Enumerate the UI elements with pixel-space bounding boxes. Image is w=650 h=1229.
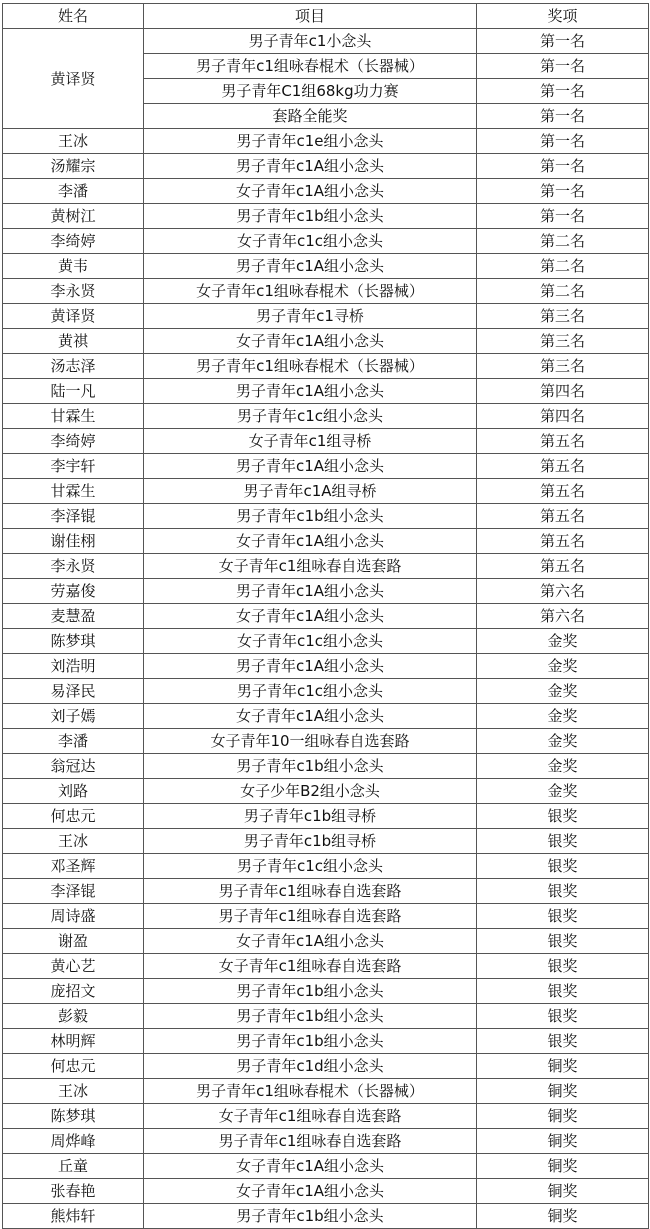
- event-cell: 女子青年c1组咏春棍术（长器械）: [144, 279, 477, 304]
- award-cell: 金奖: [477, 729, 649, 754]
- table-row: [3, 354, 649, 379]
- table-row: [3, 154, 649, 179]
- name-cell: 汤耀宗: [3, 154, 144, 179]
- award-cell: 第四名: [477, 379, 649, 404]
- award-cell: 铜奖: [477, 1154, 649, 1179]
- award-cell: 第一名: [477, 129, 649, 154]
- event-cell: 女子青年c1组咏春自选套路: [144, 1104, 477, 1129]
- table-row: [3, 504, 649, 529]
- table-row: [3, 854, 649, 879]
- name-cell: 丘童: [3, 1154, 144, 1179]
- event-cell: 女子青年c1A组小念头: [144, 179, 477, 204]
- award-cell: 银奖: [477, 929, 649, 954]
- event-cell: 女子青年c1组咏春自选套路: [144, 554, 477, 579]
- name-cell: 谢佳栩: [3, 529, 144, 554]
- name-cell: 王冰: [3, 129, 144, 154]
- event-cell: 女子青年c1A组小念头: [144, 929, 477, 954]
- table-row: [3, 379, 649, 404]
- name-cell: 邓圣辉: [3, 854, 144, 879]
- award-cell: 银奖: [477, 954, 649, 979]
- award-cell: 铜奖: [477, 1104, 649, 1129]
- table-row: [3, 429, 649, 454]
- table-row: [3, 1004, 649, 1029]
- event-cell: 男子青年c1组咏春自选套路: [144, 904, 477, 929]
- award-cell: 第五名: [477, 504, 649, 529]
- award-cell: 金奖: [477, 679, 649, 704]
- name-cell: 王冰: [3, 1079, 144, 1104]
- award-cell: 银奖: [477, 829, 649, 854]
- header-award: 奖项: [477, 4, 649, 29]
- table-row: [3, 604, 649, 629]
- name-cell: 熊炜轩: [3, 1204, 144, 1229]
- award-cell: 第一名: [477, 204, 649, 229]
- table-row: [3, 979, 649, 1004]
- award-cell: 第一名: [477, 29, 649, 54]
- header-event: 项目: [144, 4, 477, 29]
- award-cell: 第一名: [477, 179, 649, 204]
- table-row: [3, 479, 649, 504]
- award-cell: 第一名: [477, 79, 649, 104]
- award-cell: 金奖: [477, 654, 649, 679]
- table-row: [3, 204, 649, 229]
- event-cell: 男子青年c1A组小念头: [144, 154, 477, 179]
- award-cell: 金奖: [477, 779, 649, 804]
- event-cell: 男子青年c1A组小念头: [144, 454, 477, 479]
- table-row: [3, 679, 649, 704]
- event-cell: 男子青年c1b组小念头: [144, 1029, 477, 1054]
- table-row: [3, 1079, 649, 1104]
- table-row: [3, 529, 649, 554]
- name-cell: 劳嘉俊: [3, 579, 144, 604]
- name-cell: 黄祺: [3, 329, 144, 354]
- table-row: [3, 229, 649, 254]
- award-cell: 铜奖: [477, 1054, 649, 1079]
- award-cell: 第一名: [477, 54, 649, 79]
- event-cell: 男子青年c1b组寻桥: [144, 804, 477, 829]
- name-cell: 黄译贤: [3, 29, 144, 129]
- table-row: [3, 454, 649, 479]
- event-cell: 男子青年c1c组小念头: [144, 404, 477, 429]
- event-cell: 女子少年B2组小念头: [144, 779, 477, 804]
- table-row: [3, 779, 649, 804]
- award-cell: 第三名: [477, 329, 649, 354]
- name-cell: 汤志泽: [3, 354, 144, 379]
- table-row: [3, 554, 649, 579]
- table-row: [3, 879, 649, 904]
- name-cell: 李绮婷: [3, 229, 144, 254]
- event-cell: 男子青年c1c组小念头: [144, 854, 477, 879]
- event-cell: 男子青年C1组68kg功力赛: [144, 79, 477, 104]
- name-cell: 翁冠达: [3, 754, 144, 779]
- event-cell: 男子青年c1寻桥: [144, 304, 477, 329]
- award-cell: 第五名: [477, 429, 649, 454]
- name-cell: 陆一凡: [3, 379, 144, 404]
- award-cell: 铜奖: [477, 1129, 649, 1154]
- event-cell: 男子青年c1组咏春自选套路: [144, 879, 477, 904]
- name-cell: 王冰: [3, 829, 144, 854]
- event-cell: 男子青年c1b组小念头: [144, 979, 477, 1004]
- name-cell: 周诗盛: [3, 904, 144, 929]
- name-cell: 易泽民: [3, 679, 144, 704]
- award-cell: 第一名: [477, 154, 649, 179]
- name-cell: 何忠元: [3, 804, 144, 829]
- award-cell: 金奖: [477, 754, 649, 779]
- table-row: [3, 804, 649, 829]
- event-cell: 女子青年10一组咏春自选套路: [144, 729, 477, 754]
- event-cell: 男子青年c1组咏春自选套路: [144, 1129, 477, 1154]
- name-cell: 庞招文: [3, 979, 144, 1004]
- table-body: [3, 29, 649, 1229]
- name-cell: 何忠元: [3, 1054, 144, 1079]
- event-cell: 男子青年c1b组小念头: [144, 1004, 477, 1029]
- header-row: [3, 4, 649, 29]
- name-cell: 周烨峰: [3, 1129, 144, 1154]
- name-cell: 彭毅: [3, 1004, 144, 1029]
- table-row: [3, 304, 649, 329]
- name-cell: 陈梦琪: [3, 1104, 144, 1129]
- award-cell: 第一名: [477, 104, 649, 129]
- award-cell: 金奖: [477, 704, 649, 729]
- name-cell: 李永贤: [3, 279, 144, 304]
- table-row: [3, 129, 649, 154]
- event-cell: 男子青年c1A组小念头: [144, 579, 477, 604]
- name-cell: 黄心艺: [3, 954, 144, 979]
- event-cell: 女子青年c1A组小念头: [144, 1154, 477, 1179]
- event-cell: 男子青年c1b组小念头: [144, 754, 477, 779]
- table-row: [3, 404, 649, 429]
- event-cell: 女子青年c1A组小念头: [144, 529, 477, 554]
- table-row: [3, 904, 649, 929]
- name-cell: 李泽锟: [3, 504, 144, 529]
- event-cell: 男子青年c1d组小念头: [144, 1054, 477, 1079]
- name-cell: 甘霖生: [3, 404, 144, 429]
- event-cell: 男子青年c1组咏春棍术（长器械）: [144, 54, 477, 79]
- table-row: [3, 629, 649, 654]
- event-cell: 女子青年c1A组小念头: [144, 1179, 477, 1204]
- event-cell: 男子青年c1b组小念头: [144, 1204, 477, 1229]
- event-cell: 男子青年c1A组寻桥: [144, 479, 477, 504]
- table-row: [3, 829, 649, 854]
- table-row: [3, 729, 649, 754]
- event-cell: 男子青年c1组咏春棍术（长器械）: [144, 1079, 477, 1104]
- award-cell: 铜奖: [477, 1179, 649, 1204]
- event-cell: 男子青年c1A组小念头: [144, 654, 477, 679]
- event-cell: 女子青年c1A组小念头: [144, 704, 477, 729]
- name-cell: 刘子嫣: [3, 704, 144, 729]
- event-cell: 女子青年c1c组小念头: [144, 229, 477, 254]
- event-cell: 女子青年c1c组小念头: [144, 629, 477, 654]
- name-cell: 黄树江: [3, 204, 144, 229]
- name-cell: 陈梦琪: [3, 629, 144, 654]
- event-cell: 套路全能奖: [144, 104, 477, 129]
- table-row: [3, 579, 649, 604]
- award-cell: 银奖: [477, 979, 649, 1004]
- event-cell: 男子青年c1b组小念头: [144, 504, 477, 529]
- event-cell: 男子青年c1小念头: [144, 29, 477, 54]
- name-cell: 李永贤: [3, 554, 144, 579]
- name-cell: 刘路: [3, 779, 144, 804]
- award-cell: 银奖: [477, 804, 649, 829]
- name-cell: 李宇轩: [3, 454, 144, 479]
- table-row: [3, 1104, 649, 1129]
- name-cell: 李泽锟: [3, 879, 144, 904]
- event-cell: 男子青年c1组咏春棍术（长器械）: [144, 354, 477, 379]
- table-row: [3, 1154, 649, 1179]
- event-cell: 女子青年c1A组小念头: [144, 604, 477, 629]
- award-cell: 第五名: [477, 454, 649, 479]
- event-cell: 男子青年c1c组小念头: [144, 679, 477, 704]
- award-cell: 第五名: [477, 554, 649, 579]
- event-cell: 男子青年c1A组小念头: [144, 379, 477, 404]
- event-cell: 男子青年c1b组小念头: [144, 204, 477, 229]
- award-cell: 第三名: [477, 354, 649, 379]
- table-row: [3, 929, 649, 954]
- name-cell: 李绮婷: [3, 429, 144, 454]
- award-cell: 铜奖: [477, 1204, 649, 1229]
- award-cell: 第五名: [477, 529, 649, 554]
- header-name: 姓名: [3, 4, 144, 29]
- table-row: [3, 279, 649, 304]
- table-row: [3, 29, 649, 54]
- award-cell: 第六名: [477, 579, 649, 604]
- event-cell: 男子青年c1e组小念头: [144, 129, 477, 154]
- award-cell: 银奖: [477, 1029, 649, 1054]
- name-cell: 刘浩明: [3, 654, 144, 679]
- award-cell: 第三名: [477, 304, 649, 329]
- event-cell: 女子青年c1A组小念头: [144, 329, 477, 354]
- name-cell: 甘霖生: [3, 479, 144, 504]
- event-cell: 男子青年c1A组小念头: [144, 254, 477, 279]
- award-cell: 第六名: [477, 604, 649, 629]
- award-cell: 银奖: [477, 879, 649, 904]
- name-cell: 张春艳: [3, 1179, 144, 1204]
- award-cell: 金奖: [477, 629, 649, 654]
- award-cell: 第二名: [477, 254, 649, 279]
- name-cell: 麦慧盈: [3, 604, 144, 629]
- name-cell: 黄韦: [3, 254, 144, 279]
- award-cell: 第四名: [477, 404, 649, 429]
- table-row: [3, 254, 649, 279]
- table-row: [3, 1204, 649, 1229]
- table-row: [3, 1179, 649, 1204]
- award-cell: 银奖: [477, 1004, 649, 1029]
- event-cell: 女子青年c1组寻桥: [144, 429, 477, 454]
- awards-table: [2, 3, 649, 1229]
- event-cell: 男子青年c1b组寻桥: [144, 829, 477, 854]
- name-cell: 黄译贤: [3, 304, 144, 329]
- name-cell: 林明辉: [3, 1029, 144, 1054]
- name-cell: 谢盈: [3, 929, 144, 954]
- table-row: [3, 704, 649, 729]
- award-cell: 第五名: [477, 479, 649, 504]
- award-cell: 银奖: [477, 904, 649, 929]
- award-cell: 铜奖: [477, 1079, 649, 1104]
- table-row: [3, 654, 649, 679]
- award-cell: 第二名: [477, 229, 649, 254]
- table-row: [3, 1054, 649, 1079]
- table-row: [3, 1129, 649, 1154]
- award-cell: 第二名: [477, 279, 649, 304]
- name-cell: 李潘: [3, 179, 144, 204]
- table-row: [3, 754, 649, 779]
- table-row: [3, 329, 649, 354]
- table-row: [3, 954, 649, 979]
- event-cell: 女子青年c1组咏春自选套路: [144, 954, 477, 979]
- table-row: [3, 1029, 649, 1054]
- award-cell: 银奖: [477, 854, 649, 879]
- name-cell: 李潘: [3, 729, 144, 754]
- table-row: [3, 179, 649, 204]
